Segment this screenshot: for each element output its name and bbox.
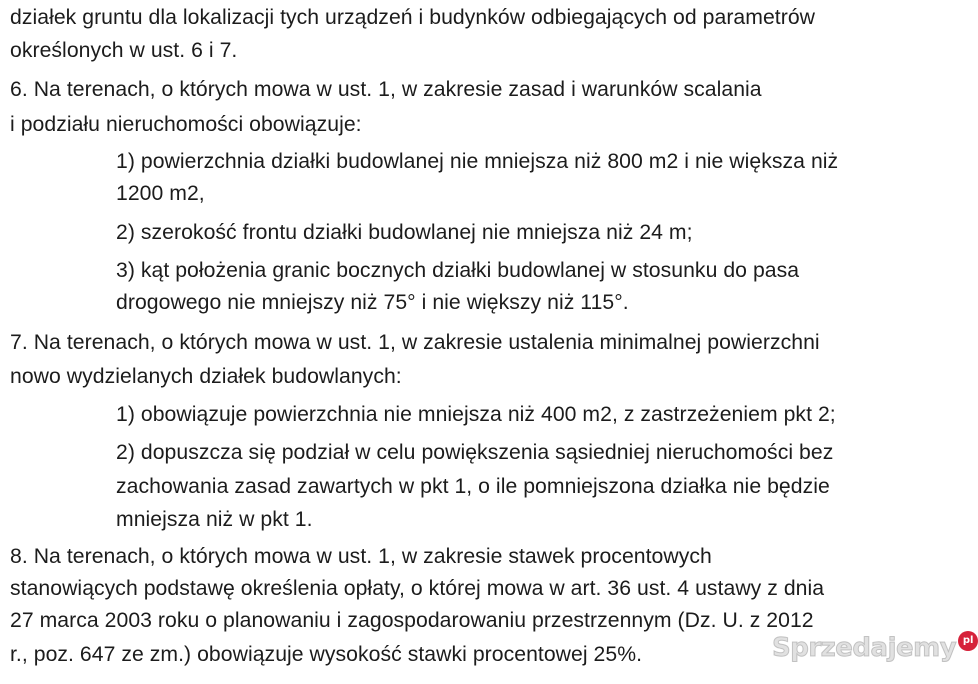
text-line: stanowiących podstawę określenia opłaty, o której mowa w art. 36 ust. 4 ustawy z dnia <box>10 577 825 600</box>
text-line: 1200 m2, <box>116 182 205 205</box>
section-8-heading: 8. Na terenach, o których mowa w ust. 1, w zakresie stawek procentowych <box>10 545 712 568</box>
list-item-7-2: 2) dopuszcza się podział w celu powiększenia sąsiedniej nieruchomości bez <box>116 441 834 464</box>
section-6-heading: 6. Na terenach, o których mowa w ust. 1, w zakresie zasad i warunków scalania <box>10 78 762 101</box>
text-line: r., poz. 647 ze zm.) obowiązuje wysokość stawki procentowej 25%. <box>10 643 643 666</box>
watermark-text: Sprzedajemy <box>772 633 957 663</box>
text-line: mniejsza niż w pkt 1. <box>116 508 313 531</box>
text-line: i podziału nieruchomości obowiązuje: <box>10 113 362 136</box>
section-7-heading: 7. Na terenach, o których mowa w ust. 1, w zakresie ustalenia minimalnej powierzchni <box>10 331 820 354</box>
sprzedajemy-watermark <box>772 628 978 668</box>
watermark-badge-icon: pl <box>958 631 978 651</box>
text-line: nowo wydzielanych działek budowlanych: <box>10 365 402 388</box>
list-item-7-1: 1) obowiązuje powierzchnia nie mniejsza niż 400 m2, z zastrzeżeniem pkt 2; <box>116 403 836 426</box>
text-line: zachowania zasad zawartych w pkt 1, o ile pomniejszona działka nie będzie <box>116 475 830 498</box>
text-line: działek gruntu dla lokalizacji tych urządzeń i budynków odbiegających od parametrów <box>10 6 816 29</box>
list-item-6-2: 2) szerokość frontu działki budowlanej nie mniejsza niż 24 m; <box>116 221 693 244</box>
list-item-6-1: 1) powierzchnia działki budowlanej nie mniejsza niż 800 m2 i nie większa niż <box>116 150 839 173</box>
text-line: określonych w ust. 6 i 7. <box>10 39 238 62</box>
text-line: 27 marca 2003 roku o planowaniu i zagospodarowaniu przestrzennym (Dz. U. z 2012 <box>10 609 814 632</box>
list-item-6-3: 3) kąt położenia granic bocznych działki budowlanej w stosunku do pasa <box>116 259 800 282</box>
text-line: drogowego nie mniejszy niż 75° i nie większy niż 115°. <box>116 291 629 314</box>
